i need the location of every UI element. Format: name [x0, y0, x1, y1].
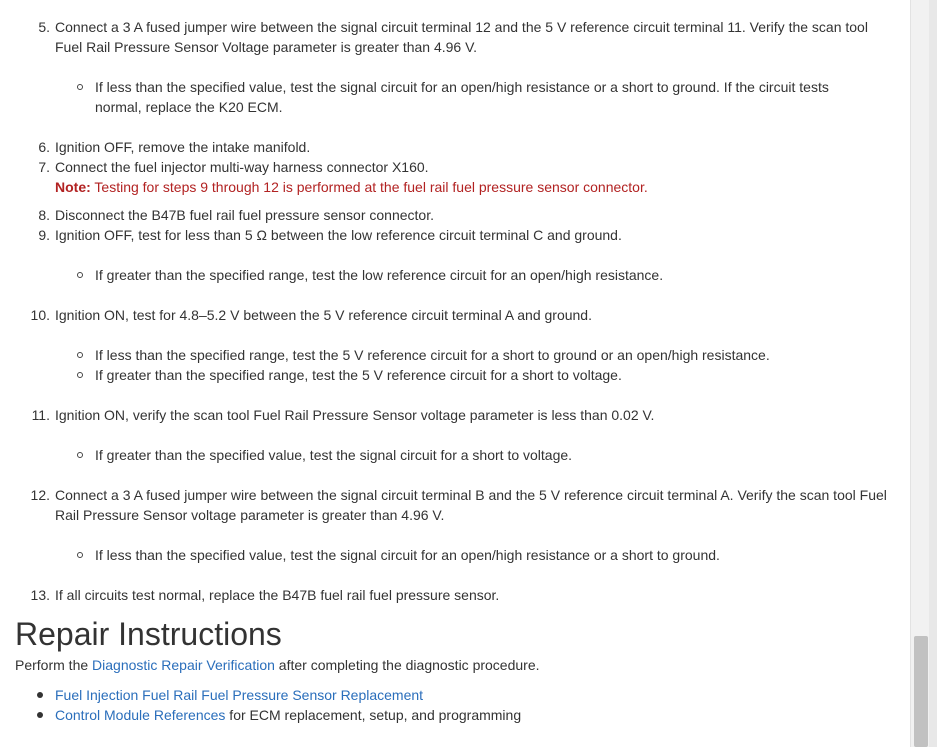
section-heading: Repair Instructions	[15, 616, 282, 652]
step-number: 13.	[30, 587, 50, 603]
step-number: 7.	[38, 159, 50, 175]
diagnostic-repair-verification-link[interactable]: Diagnostic Repair Verification	[92, 657, 275, 673]
step-number: 11.	[31, 407, 50, 423]
repair-intro-suffix: after completing the diagnostic procedure.	[274, 657, 540, 673]
step-text: Disconnect the B47B fuel rail fuel pressure sensor connector.	[55, 207, 434, 223]
substep-text: If less than the specified range, test the 5 V reference circuit for a short to ground or an open/high resistance.	[95, 347, 770, 363]
repair-link-item	[55, 685, 423, 705]
substep-text: If greater than the specified range, test the 5 V reference circuit for a short to voltage.	[95, 367, 622, 383]
circle-bullet-icon	[77, 552, 83, 558]
circle-bullet-icon	[77, 84, 83, 90]
circle-bullet-icon	[77, 452, 83, 458]
note-text: Testing for steps 9 through 12 is performed at the fuel rail fuel pressure sensor connector.	[90, 179, 648, 195]
repair-intro-prefix: Perform the	[15, 657, 93, 673]
repair-link-suffix: for ECM replacement, setup, and programming	[225, 707, 522, 723]
step-text: Fuel Rail Pressure Sensor Voltage parameter is greater than 4.96 V.	[55, 39, 478, 55]
step-number: 9.	[38, 227, 50, 243]
step-text: Rail Pressure Sensor voltage parameter is greater than 4.96 V.	[55, 507, 445, 523]
step-text: Connect the fuel injector multi-way harness connector X160.	[55, 159, 429, 175]
repair-intro	[15, 655, 540, 675]
repair-link-item	[55, 705, 521, 725]
fuel-pressure-sensor-replacement-link[interactable]: Fuel Injection Fuel Rail Fuel Pressure Sensor Replacement	[55, 687, 424, 703]
scrollbar-thumb[interactable]	[914, 636, 928, 747]
circle-bullet-icon	[77, 272, 83, 278]
step-text: If all circuits test normal, replace the B47B fuel rail fuel pressure sensor.	[55, 587, 500, 603]
control-module-references-link[interactable]: Control Module References	[55, 707, 226, 723]
vertical-scrollbar[interactable]	[910, 0, 937, 747]
step-text: Connect a 3 A fused jumper wire between the signal circuit terminal B and the 5 V reference circuit terminal A. Verify the scan tool Fuel	[55, 487, 887, 503]
scrollbar-outer-strip	[929, 0, 937, 747]
step-number: 6.	[38, 139, 50, 155]
step-text: Ignition OFF, test for less than 5 Ω between the low reference circuit terminal C and ground.	[55, 227, 622, 243]
step-number: 5.	[38, 19, 50, 35]
step-text: Connect a 3 A fused jumper wire between the signal circuit terminal 12 and the 5 V reference circuit terminal 11. Verify the scan tool	[55, 19, 868, 35]
note-label: Note:	[55, 179, 91, 195]
step-text: Ignition ON, verify the scan tool Fuel Rail Pressure Sensor voltage parameter is less than 0.02 V.	[55, 407, 655, 423]
substep-text: normal, replace the K20 ECM.	[95, 99, 283, 115]
step-number: 8.	[38, 207, 50, 223]
substep-text: If greater than the specified value, test the signal circuit for a short to voltage.	[95, 447, 573, 463]
substep-text: If less than the specified value, test the signal circuit for an open/high resistance or a short to ground.	[95, 547, 720, 563]
bullet-dot-icon	[37, 692, 43, 698]
note	[55, 177, 648, 197]
substep-text: If less than the specified value, test the signal circuit for an open/high resistance or a short to ground. If the circuit tests	[95, 79, 829, 95]
bullet-dot-icon	[37, 712, 43, 718]
step-number: 10.	[30, 307, 50, 323]
circle-bullet-icon	[77, 372, 83, 378]
step-number: 12.	[30, 487, 50, 503]
step-text: Ignition ON, test for 4.8–5.2 V between the 5 V reference circuit terminal A and ground.	[55, 307, 592, 323]
circle-bullet-icon	[77, 352, 83, 358]
step-text: Ignition OFF, remove the intake manifold.	[55, 139, 311, 155]
substep-text: If greater than the specified range, test the low reference circuit for an open/high resistance.	[95, 267, 664, 283]
